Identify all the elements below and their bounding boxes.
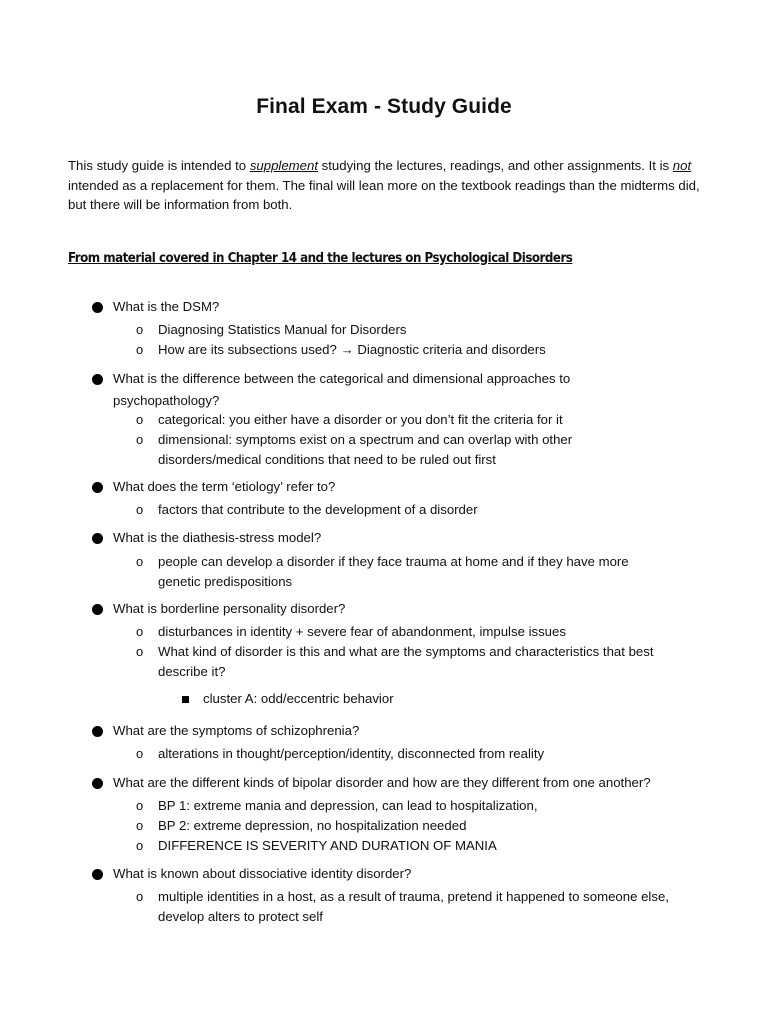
- answer-text: BP 1: extreme mania and depression, can lead to hospitalization,: [158, 798, 538, 813]
- circle-bullet-icon: o: [136, 798, 144, 813]
- question-item: [113, 863, 713, 885]
- circle-bullet-icon: o: [136, 818, 144, 833]
- question-text: What is the diathesis-stress model?: [113, 530, 322, 545]
- answer-text: multiple identities in a host, as a result of trauma, pretend it happened to someone else, develop alters to protect self: [158, 889, 669, 924]
- question-text: What does the term ‘etiology’ refer to?: [113, 479, 336, 494]
- circle-bullet-icon: o: [136, 746, 144, 761]
- answer-item: [136, 410, 718, 430]
- question-item: [113, 296, 713, 318]
- circle-bullet-icon: o: [136, 412, 144, 427]
- question-text: What is the difference between the categorical and dimensional approaches to psychopathology?: [113, 371, 571, 408]
- bullet-icon: [92, 482, 103, 493]
- answer-text: dimensional: symptoms exist on a spectrum and can overlap with other disorders/medical conditions that need to be ruled out first: [158, 432, 573, 467]
- sub-answer-text: cluster A: odd/eccentric behavior: [203, 691, 394, 706]
- page-title: Final Exam - Study Guide: [256, 95, 512, 118]
- answer-text: categorical: you either have a disorder or you don’t fit the criteria for it: [158, 412, 563, 427]
- circle-bullet-icon: o: [136, 624, 144, 639]
- intro-emphasis-supplement: supplement: [249, 158, 318, 173]
- intro-emphasis-not: not: [672, 158, 692, 173]
- circle-bullet-icon: o: [136, 502, 144, 517]
- answer-item: [136, 796, 718, 816]
- circle-bullet-icon: o: [136, 342, 144, 357]
- answer-item: [136, 552, 668, 592]
- question-item: [113, 720, 713, 742]
- bullet-icon: [92, 374, 103, 385]
- circle-bullet-icon: o: [136, 644, 144, 659]
- answer-item: [136, 887, 713, 927]
- answer-item: [136, 320, 718, 340]
- circle-bullet-icon: o: [136, 554, 144, 569]
- answer-text: disturbances in identity + severe fear of abandonment, impulse issues: [158, 624, 566, 639]
- question-text: What are the symptoms of schizophrenia?: [113, 723, 360, 738]
- answer-text: BP 2: extreme depression, no hospitalization needed: [158, 818, 467, 833]
- answer-item: [136, 744, 718, 764]
- answer-item: [136, 500, 718, 520]
- section-heading: From material covered in Chapter 14 and the lectures on Psychological Disorders: [68, 251, 573, 266]
- answer-item: [136, 836, 718, 856]
- question-item: [113, 368, 603, 412]
- intro-text-3: intended as a replacement for them. The final will lean more on the textbook readings than the midterms did, but there will be information from both.: [68, 177, 700, 212]
- intro-paragraph: [68, 156, 716, 215]
- answer-item: [136, 340, 718, 360]
- circle-bullet-icon: o: [136, 889, 144, 904]
- question-text: What is the DSM?: [113, 299, 220, 314]
- circle-bullet-icon: o: [136, 322, 144, 337]
- bullet-icon: [92, 869, 103, 880]
- question-text: What are the different kinds of bipolar disorder and how are they different from one another?: [113, 775, 651, 790]
- question-text: What is known about dissociative identity disorder?: [113, 866, 412, 881]
- answer-text: factors that contribute to the development of a disorder: [158, 502, 478, 517]
- answer-text: alterations in thought/perception/identity, disconnected from reality: [158, 746, 545, 761]
- answer-text: What kind of disorder is this and what are the symptoms and characteristics that best describe it?: [158, 644, 654, 679]
- square-bullet-icon: [182, 696, 189, 703]
- answer-item: [136, 642, 698, 682]
- answer-text: How are its subsections used? → Diagnostic criteria and disorders: [158, 342, 546, 357]
- answer-text: Diagnosing Statistics Manual for Disorders: [158, 322, 407, 337]
- answer-item: [136, 622, 718, 642]
- answer-text: DIFFERENCE IS SEVERITY AND DURATION OF MANIA: [158, 838, 497, 853]
- intro-text-2: studying the lectures, readings, and other assignments. It is: [318, 158, 673, 173]
- answer-item: [136, 430, 608, 470]
- intro-text-1: This study guide is intended to: [68, 158, 250, 173]
- bullet-icon: [92, 778, 103, 789]
- answer-item: [136, 816, 718, 836]
- question-text: What is borderline personality disorder?: [113, 601, 346, 616]
- question-item: [113, 476, 713, 498]
- bullet-icon: [92, 604, 103, 615]
- question-item: [113, 772, 733, 794]
- bullet-icon: [92, 533, 103, 544]
- bullet-icon: [92, 726, 103, 737]
- circle-bullet-icon: o: [136, 838, 144, 853]
- question-item: [113, 527, 713, 549]
- answer-text: people can develop a disorder if they face trauma at home and if they have more genetic predispositions: [158, 554, 629, 589]
- circle-bullet-icon: o: [136, 432, 144, 447]
- sub-answer-item: [203, 689, 394, 709]
- bullet-icon: [92, 302, 103, 313]
- question-item: [113, 598, 713, 620]
